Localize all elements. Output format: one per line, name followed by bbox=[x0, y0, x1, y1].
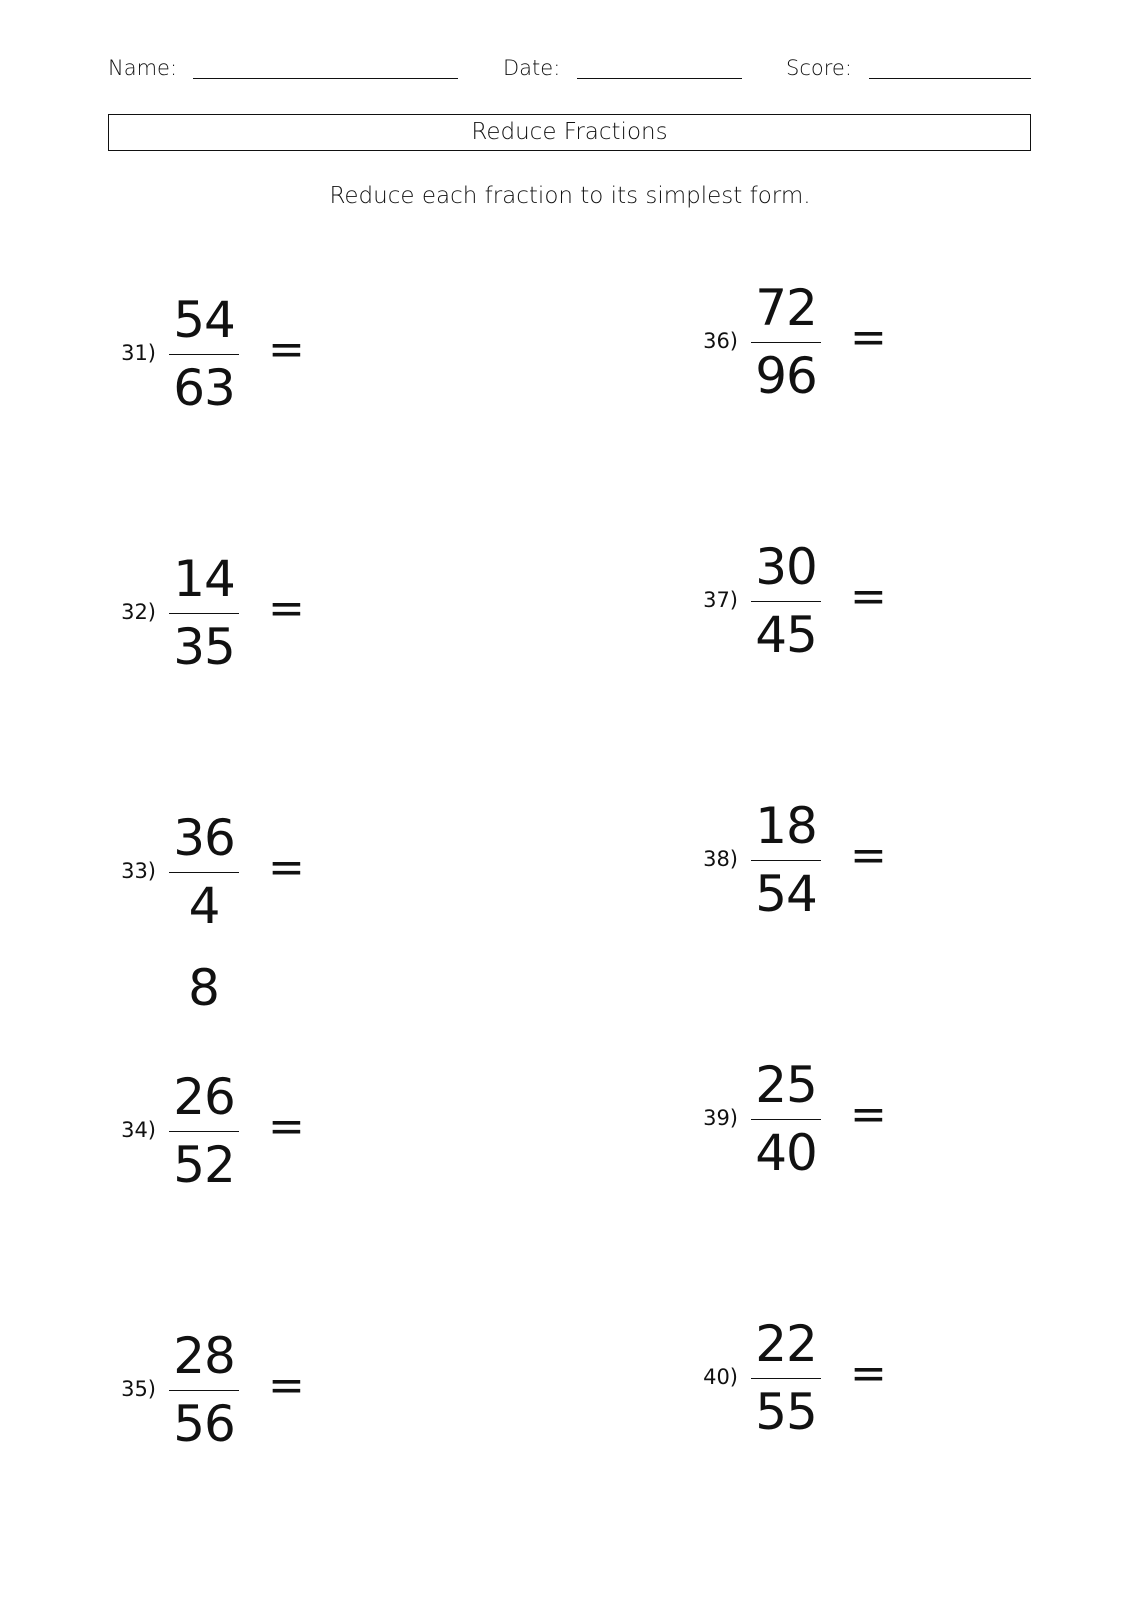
fraction-bar bbox=[751, 1119, 821, 1120]
score-field[interactable] bbox=[869, 78, 1031, 79]
worksheet-title: Reduce Fractions bbox=[108, 114, 1031, 151]
denominator: 55 bbox=[755, 1383, 817, 1441]
problem-number: 40) bbox=[703, 1365, 738, 1389]
problem-32 bbox=[108, 549, 428, 689]
problem-40 bbox=[690, 1314, 1010, 1454]
fraction-bar bbox=[751, 342, 821, 343]
numerator: 25 bbox=[755, 1056, 817, 1114]
score-label: Score: bbox=[786, 56, 852, 80]
problem-37 bbox=[690, 537, 1010, 677]
denominator: 52 bbox=[173, 1136, 235, 1194]
numerator: 72 bbox=[755, 279, 817, 337]
denominator: 45 bbox=[755, 606, 817, 664]
problem-number: 33) bbox=[121, 859, 156, 883]
fraction-bar bbox=[169, 354, 239, 355]
numerator: 30 bbox=[755, 538, 817, 596]
numerator: 54 bbox=[173, 291, 235, 349]
problem-number: 36) bbox=[703, 329, 738, 353]
problem-33 bbox=[108, 808, 428, 948]
denominator: 63 bbox=[173, 359, 235, 417]
numerator: 28 bbox=[173, 1327, 235, 1385]
equals-sign: = bbox=[850, 312, 887, 363]
fraction-bar bbox=[169, 1131, 239, 1132]
fraction-bar bbox=[169, 1390, 239, 1391]
denominator: 35 bbox=[173, 618, 235, 676]
fraction-bar bbox=[751, 601, 821, 602]
problem-number: 39) bbox=[703, 1106, 738, 1130]
numerator: 22 bbox=[755, 1315, 817, 1373]
problem-35 bbox=[108, 1326, 428, 1466]
equals-sign: = bbox=[268, 324, 305, 375]
equals-sign: = bbox=[850, 1089, 887, 1140]
denominator: 96 bbox=[755, 347, 817, 405]
equals-sign: = bbox=[268, 583, 305, 634]
stray-digit: 8 bbox=[188, 959, 220, 1017]
instructions: Reduce each fraction to its simplest form. bbox=[329, 183, 811, 209]
numerator: 18 bbox=[755, 797, 817, 855]
problem-number: 37) bbox=[703, 588, 738, 612]
equals-sign: = bbox=[850, 830, 887, 881]
denominator: 54 bbox=[755, 865, 817, 923]
date-label: Date: bbox=[503, 56, 561, 80]
denominator: 4 bbox=[188, 877, 220, 935]
problem-34 bbox=[108, 1067, 428, 1207]
equals-sign: = bbox=[268, 1101, 305, 1152]
equals-sign: = bbox=[850, 1348, 887, 1399]
fraction-bar bbox=[169, 613, 239, 614]
problem-number: 38) bbox=[703, 847, 738, 871]
equals-sign: = bbox=[850, 571, 887, 622]
equals-sign: = bbox=[268, 1360, 305, 1411]
fraction-bar bbox=[169, 872, 239, 873]
fraction-bar bbox=[751, 1378, 821, 1379]
name-label: Name: bbox=[108, 56, 178, 80]
problem-38 bbox=[690, 796, 1010, 936]
denominator: 56 bbox=[173, 1395, 235, 1453]
problem-31 bbox=[108, 290, 428, 430]
problem-number: 35) bbox=[121, 1377, 156, 1401]
equals-sign: = bbox=[268, 842, 305, 893]
date-field[interactable] bbox=[577, 78, 742, 79]
numerator: 26 bbox=[173, 1068, 235, 1126]
problem-number: 34) bbox=[121, 1118, 156, 1142]
denominator: 40 bbox=[755, 1124, 817, 1182]
problem-36 bbox=[690, 278, 1010, 418]
numerator: 36 bbox=[173, 809, 235, 867]
fraction-bar bbox=[751, 860, 821, 861]
problem-number: 32) bbox=[121, 600, 156, 624]
numerator: 14 bbox=[173, 550, 235, 608]
problem-number: 31) bbox=[121, 341, 156, 365]
problem-39 bbox=[690, 1055, 1010, 1195]
name-field[interactable] bbox=[193, 78, 458, 79]
